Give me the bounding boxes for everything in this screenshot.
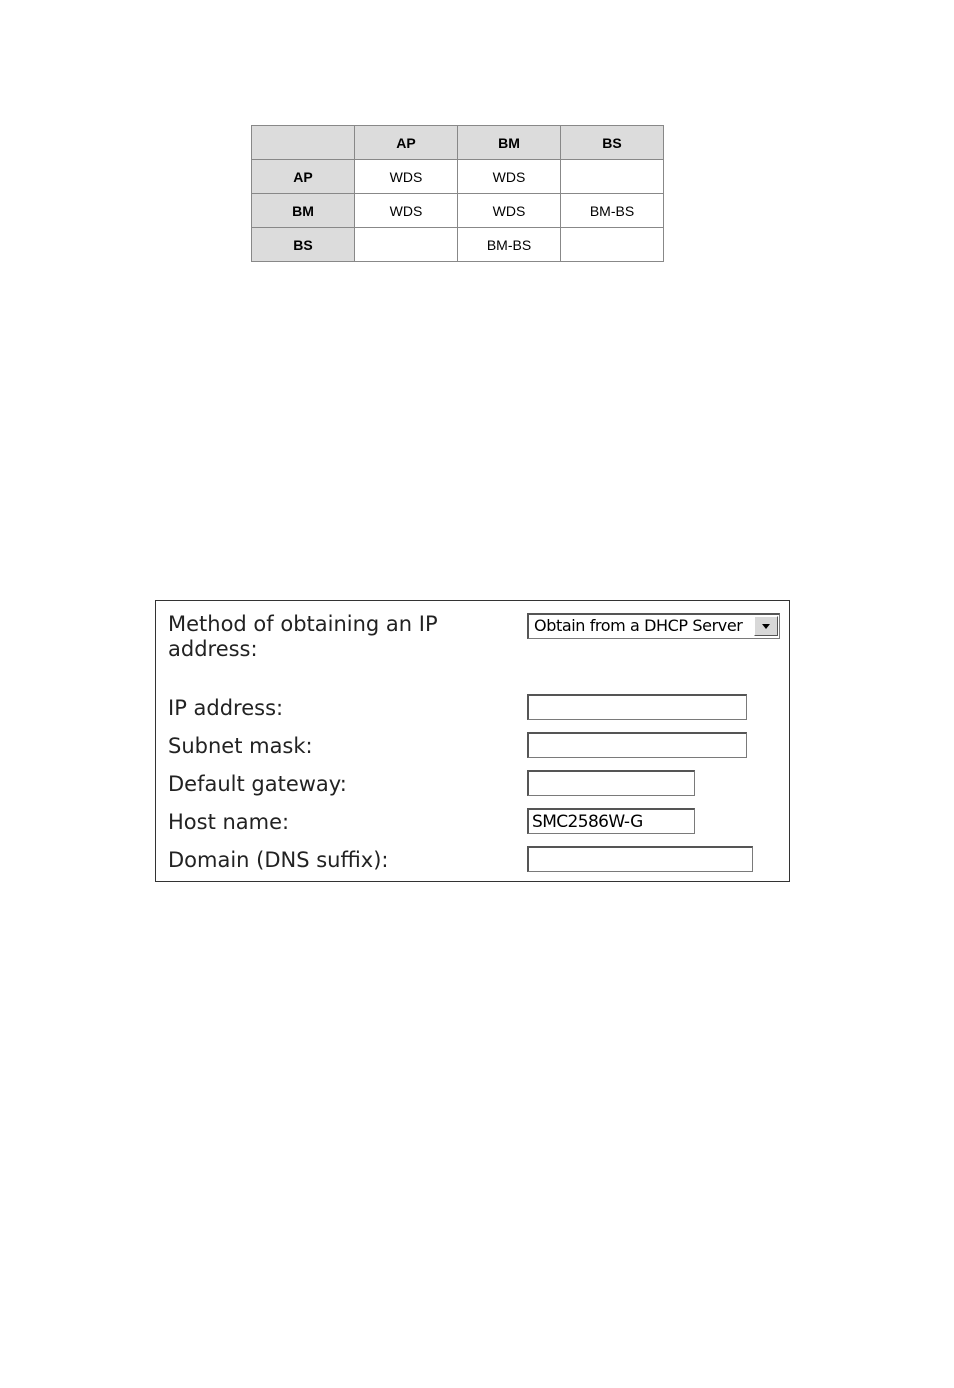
column-header-bs: BS (561, 126, 664, 160)
ip-address-label: IP address: (168, 696, 284, 720)
ip-method-label: Method of obtaining an IP address: (168, 612, 438, 661)
host-name-input[interactable] (527, 808, 695, 834)
host-name-label: Host name: (168, 810, 290, 834)
ip-address-input[interactable] (527, 694, 747, 720)
default-gateway-input[interactable] (527, 770, 695, 796)
table-row (252, 160, 664, 194)
ip-method-selected-value: Obtain from a DHCP Server (534, 616, 743, 635)
table-cell: WDS (458, 160, 561, 194)
chevron-down-icon (762, 624, 770, 629)
table-cell (561, 160, 664, 194)
table-cell: BM-BS (458, 228, 561, 262)
table-cell: WDS (355, 194, 458, 228)
subnet-mask-label: Subnet mask: (168, 734, 313, 758)
domain-input[interactable] (527, 846, 753, 872)
row-header-bm: BM (252, 194, 355, 228)
subnet-mask-input[interactable] (527, 732, 747, 758)
table-cell: WDS (458, 194, 561, 228)
default-gateway-label: Default gateway: (168, 772, 347, 796)
table-corner-cell (252, 126, 355, 160)
column-header-bm: BM (458, 126, 561, 160)
mode-compatibility-table (251, 125, 664, 262)
row-header-bs: BS (252, 228, 355, 262)
table-cell: BM-BS (561, 194, 664, 228)
dropdown-button[interactable] (754, 616, 778, 636)
table-row (252, 228, 664, 262)
table-header-row (252, 126, 664, 160)
table-cell: WDS (355, 160, 458, 194)
row-header-ap: AP (252, 160, 355, 194)
ip-settings-panel (155, 600, 790, 882)
table-cell (561, 228, 664, 262)
ip-method-select[interactable] (527, 613, 780, 639)
column-header-ap: AP (355, 126, 458, 160)
table-cell (355, 228, 458, 262)
table-row (252, 194, 664, 228)
domain-label: Domain (DNS suffix): (168, 848, 389, 872)
